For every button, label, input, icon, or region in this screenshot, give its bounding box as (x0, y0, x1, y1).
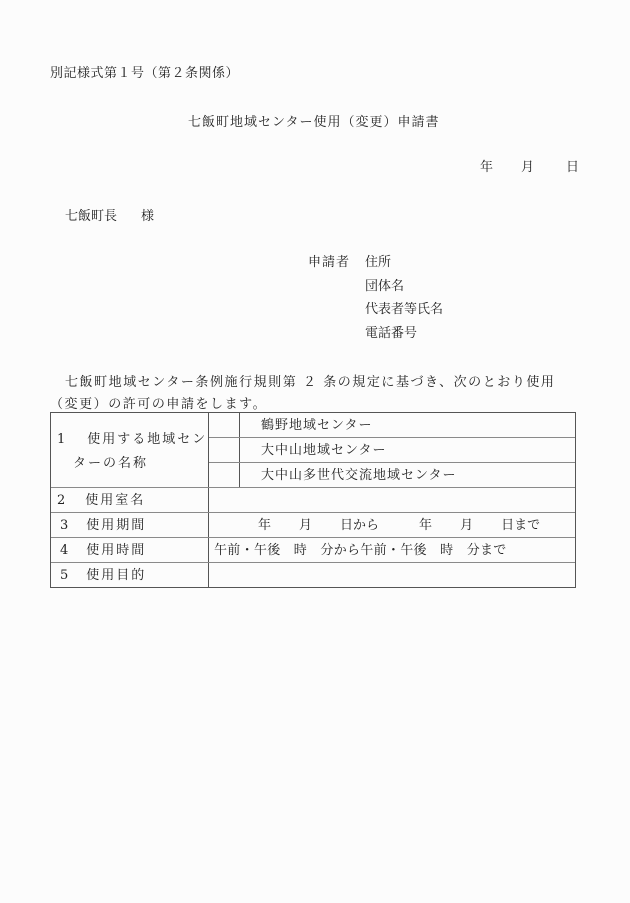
period-start-day: 日から (340, 518, 380, 533)
applicant-phone-label: 電話番号 (365, 326, 418, 342)
row-2-number: 2 (57, 493, 68, 508)
usage-period-field[interactable] (209, 519, 575, 532)
center-option-onakayama-tasedai: 大中山多世代交流地域センター (261, 468, 457, 483)
usage-table (50, 412, 576, 588)
applicant-representative-field[interactable] (365, 303, 443, 327)
row-5-label-text: 使用目的 (86, 568, 147, 583)
center-checkbox-onakayama-tasedai[interactable] (209, 463, 239, 487)
row-1-label (57, 433, 207, 446)
row-2-label-text: 使用室名 (85, 493, 146, 508)
usage-purpose-field[interactable] (209, 563, 575, 587)
center-option-onakayama: 大中山地域センター (261, 443, 387, 458)
day-label: 日 (566, 160, 580, 175)
period-end-month: 月 (460, 518, 474, 533)
addressee (65, 210, 154, 223)
applicant-address-label: 住所 (365, 255, 392, 270)
applicant-phone-field[interactable] (365, 327, 443, 351)
center-checkbox-tsuruno[interactable] (209, 413, 239, 437)
row-4-number: 4 (60, 543, 71, 558)
row-2-label (57, 494, 145, 507)
applicant-label: 申請者 (308, 255, 351, 270)
row-1-label-line1: 使用する地域セン (87, 432, 208, 447)
applicant-fields (365, 256, 443, 351)
applicant-address-field[interactable] (365, 256, 443, 280)
period-start-year: 年 (258, 518, 272, 533)
row-4-label (60, 544, 146, 557)
row-1-number: 1 (57, 432, 68, 447)
center-checkbox-onakayama[interactable] (209, 438, 239, 462)
row-5-number: 5 (60, 568, 71, 583)
year-label: 年 (480, 160, 494, 175)
row-4-label-text: 使用時間 (86, 543, 147, 558)
usage-time-field[interactable]: 午前・午後 時 分から午前・午後 時 分まで (214, 543, 507, 558)
option-divider (209, 462, 575, 463)
applicant-representative-label: 代表者等氏名 (365, 302, 444, 318)
center-option-tsuruno: 鶴野地域センター (261, 418, 373, 433)
addressee-honorific: 様 (141, 209, 155, 224)
month-label: 月 (521, 160, 535, 175)
row-1-label-line2: ターの名称 (73, 456, 149, 471)
option-divider (209, 437, 575, 438)
applicant-organization-label: 団体名 (365, 278, 405, 294)
room-name-field[interactable] (209, 488, 575, 512)
applicant-organization-field[interactable] (365, 280, 443, 304)
row-3-label-text: 使用期間 (86, 518, 147, 533)
period-end-year: 年 (419, 518, 433, 533)
row-divider (51, 512, 575, 513)
period-start-month: 月 (299, 518, 313, 533)
form-reference: 別記様式第１号（第２条関係） (50, 66, 240, 81)
checkbox-column-divider (239, 413, 240, 488)
document-title: 七飯町地域センター使用（変更）申請書 (188, 115, 440, 130)
addressee-name: 七飯町長 (65, 209, 118, 224)
request-statement: 七飯町地域センター条例施行規則第 ２ 条の規定に基づき、次のとおり使用（変更）の許可の申請をします。 (50, 375, 556, 412)
date-line (480, 161, 579, 174)
row-divider (51, 537, 575, 538)
period-end-day: 日まで (501, 518, 541, 533)
row-3-number: 3 (60, 518, 71, 533)
row-3-label (60, 519, 146, 532)
row-5-label (60, 569, 146, 582)
